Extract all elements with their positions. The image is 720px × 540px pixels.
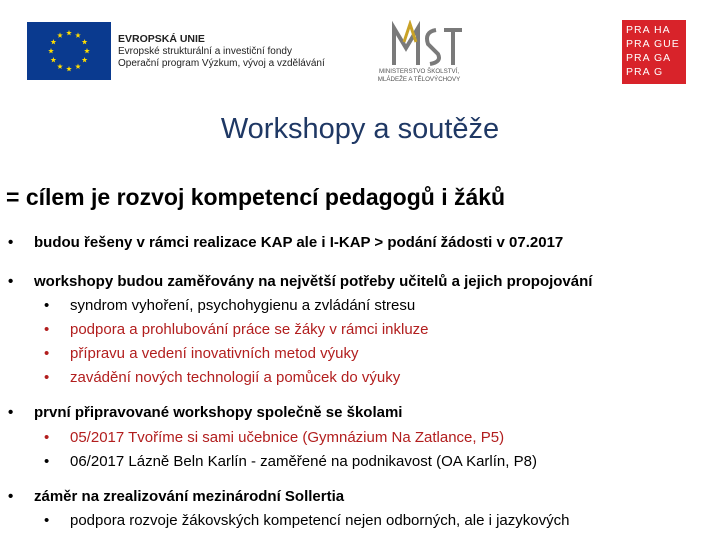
bullet-icon: • [8, 488, 14, 505]
sub-bullet-text: 05/2017 Tvoříme si sami učebnice (Gymnázium Na Zatlance, P5) [70, 429, 505, 446]
eu-flag-icon [27, 22, 111, 80]
sub-bullet-text: přípravu a vedení inovativních metod výuky [70, 345, 359, 362]
bullet-icon: • [44, 297, 50, 314]
praha-cell: PRA [626, 24, 651, 36]
sub-bullet-text: podpora rozvoje žákovských kompetencí nejen odborných, ale i jazykových [70, 512, 570, 529]
sub-bullet-text: syndrom vyhoření, psychohygienu a zvládání stresu [70, 297, 416, 314]
praha-cell: G [654, 66, 664, 78]
praha-logo [622, 20, 686, 84]
sub-bullet-text: podpora a prohlubování práce se žáky v rámci inkluze [70, 321, 429, 338]
logo-header [0, 0, 720, 100]
bullet-icon: • [44, 429, 50, 446]
msmt-line2: MLÁDEŽE A TĚLOVÝCHOVY [377, 76, 461, 83]
bullet-icon: • [8, 234, 14, 251]
praha-cell: GUE [654, 38, 680, 50]
bullet-icon: • [44, 321, 50, 338]
praha-cell: GA [654, 52, 672, 64]
bullet-icon: • [8, 404, 14, 421]
praha-cell: HA [654, 24, 671, 36]
msmt-logo-text [364, 68, 474, 84]
bullet-text: workshopy budou zaměřovány na největší potřeby učitelů a jejich propojování [34, 273, 593, 290]
bullet-icon: • [44, 512, 50, 529]
bullet-icon: • [44, 369, 50, 386]
slide-subtitle: = cílem je rozvoj kompetencí pedagogů i žáků [6, 184, 506, 210]
bullet-text: záměr na zrealizování mezinárodní Sollertia [34, 488, 345, 505]
praha-cell: PRA [626, 52, 651, 64]
bullet-icon: • [44, 345, 50, 362]
msmt-logo-icon [364, 20, 474, 98]
bullet-icon: • [44, 453, 50, 470]
eu-logo-line2: Evropské strukturální a investiční fondy [118, 45, 292, 57]
praha-cell: PRA [626, 38, 651, 50]
sub-bullet-text: zavádění nových technologií a pomůcek do výuky [70, 369, 401, 386]
sub-bullet-text: 06/2017 Lázně Beln Karlín - zaměřené na podnikavost (OA Karlín, P8) [70, 453, 537, 470]
eu-logo-text [118, 33, 325, 71]
praha-cell: PRA [626, 66, 651, 78]
bullet-text: budou řešeny v rámci realizace KAP ale i I-KAP > podání žádosti v 07.2017 [34, 234, 564, 251]
eu-logo-line3: Operační program Výzkum, vývoj a vzdělávání [118, 58, 325, 69]
bullet-text: první připravované workshopy společně se školami [34, 404, 403, 421]
bullet-icon: • [8, 273, 14, 290]
slide-title: Workshopy a soutěže [220, 113, 500, 145]
msmt-line1: MINISTERSTVO ŠKOLSTVÍ, [378, 68, 460, 75]
eu-logo-line1: EVROPSKÁ UNIE [118, 33, 205, 45]
